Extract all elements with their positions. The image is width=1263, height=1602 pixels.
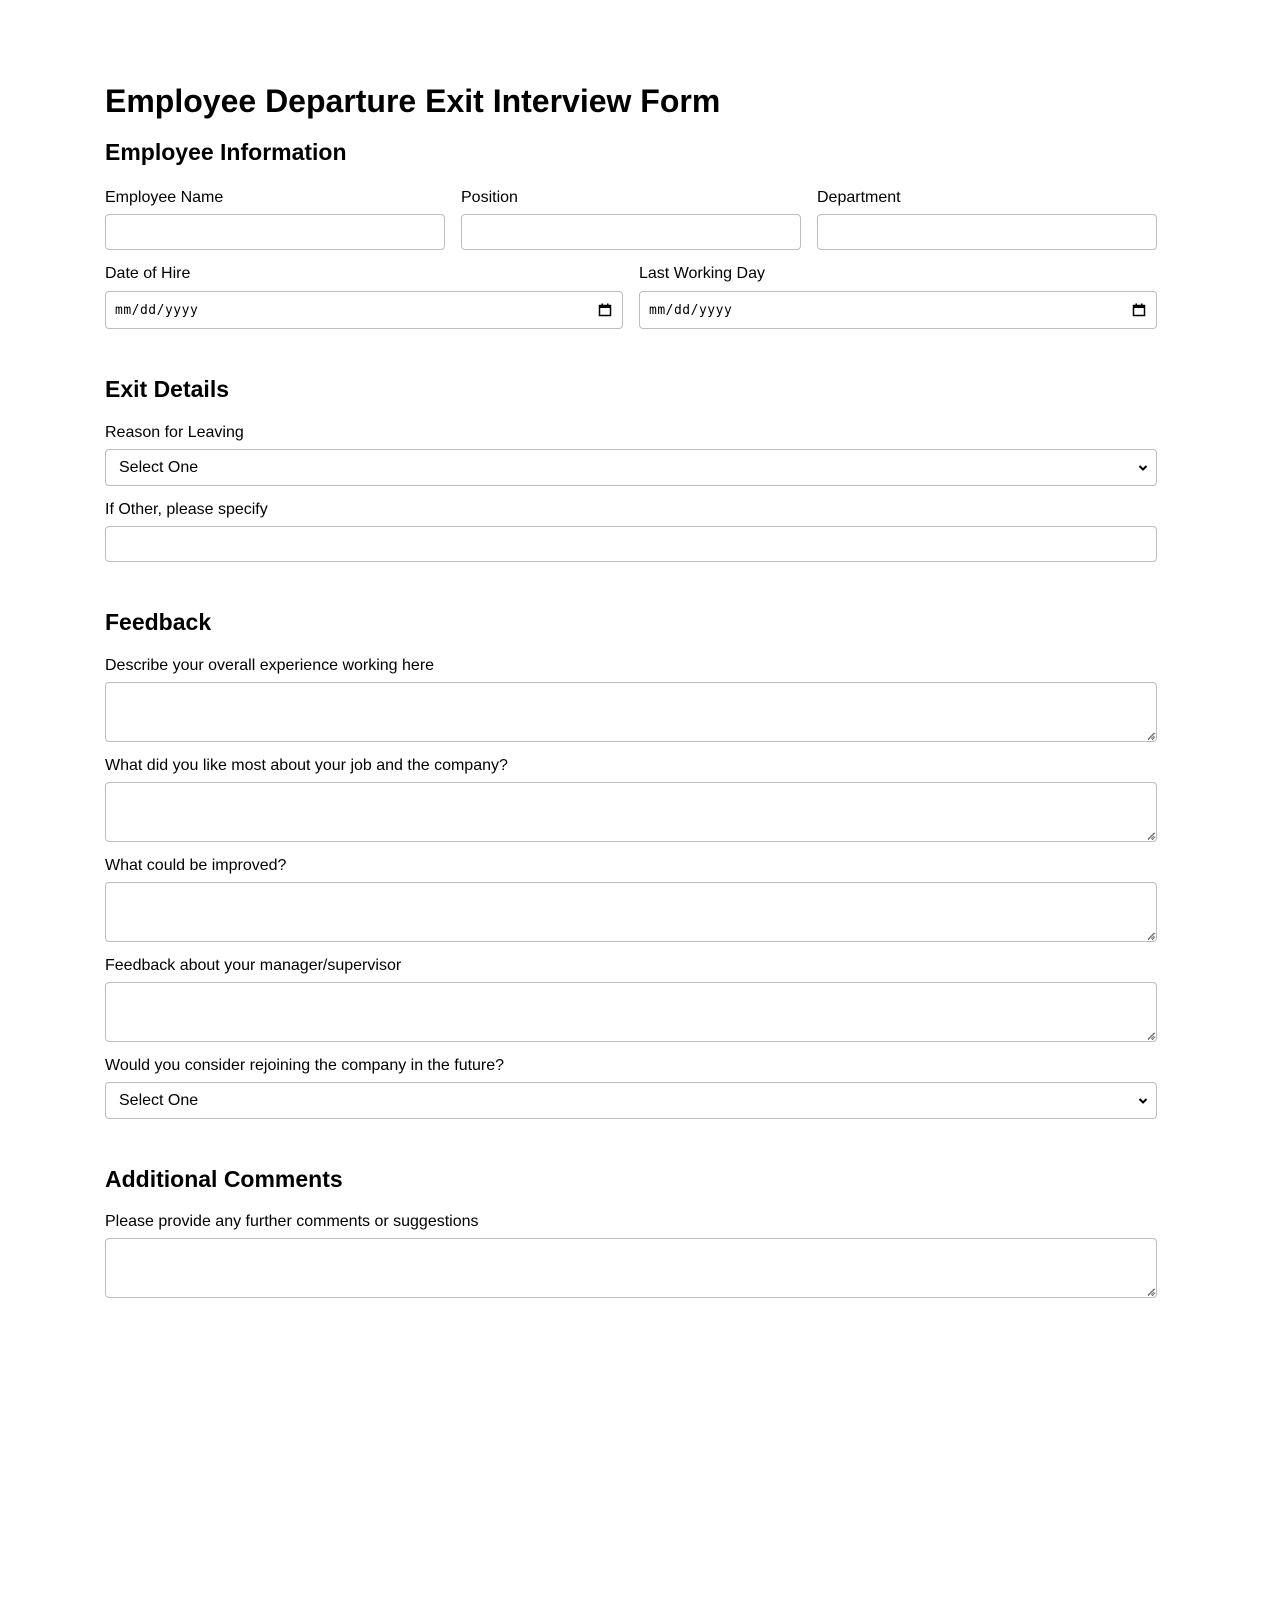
rejoin-label: Would you consider rejoining the company in the future? bbox=[105, 1057, 505, 1074]
employee-name-input[interactable] bbox=[105, 214, 445, 250]
employee-name-label: Employee Name bbox=[105, 189, 224, 206]
date-of-hire-label: Date of Hire bbox=[105, 265, 191, 282]
overall-experience-field[interactable] bbox=[105, 682, 1157, 742]
could-be-improved-label: What could be improved? bbox=[105, 857, 287, 874]
other-reason-input[interactable] bbox=[105, 526, 1157, 562]
date-of-hire-placeholder: mm/dd/yyyy bbox=[115, 302, 199, 318]
rejoin-selected: Select One bbox=[119, 1091, 199, 1109]
manager-feedback-label: Feedback about your manager/supervisor bbox=[105, 957, 402, 974]
further-comments-field[interactable] bbox=[105, 1238, 1157, 1298]
liked-most-field[interactable] bbox=[105, 782, 1157, 842]
reason-for-leaving-selected: Select One bbox=[119, 458, 199, 476]
could-be-improved-field[interactable] bbox=[105, 882, 1157, 942]
manager-feedback-textarea[interactable] bbox=[105, 982, 1157, 1042]
department-label: Department bbox=[817, 189, 901, 206]
last-working-day-label: Last Working Day bbox=[639, 265, 765, 282]
calendar-icon[interactable] bbox=[1132, 303, 1146, 317]
position-input[interactable] bbox=[461, 214, 801, 250]
section-heading-exit-details: Exit Details bbox=[105, 376, 229, 402]
rejoin-select[interactable] bbox=[105, 1082, 1157, 1119]
further-comments-textarea[interactable] bbox=[105, 1238, 1157, 1298]
calendar-icon[interactable] bbox=[598, 303, 612, 317]
could-be-improved-textarea[interactable] bbox=[105, 882, 1157, 942]
reason-for-leaving-label: Reason for Leaving bbox=[105, 424, 244, 441]
liked-most-label: What did you like most about your job and the company? bbox=[105, 757, 508, 774]
section-heading-employee-information: Employee Information bbox=[105, 139, 347, 165]
section-heading-feedback: Feedback bbox=[105, 609, 212, 635]
last-working-day-input[interactable] bbox=[639, 291, 1157, 329]
chevron-down-icon bbox=[1138, 1096, 1148, 1106]
position-label: Position bbox=[461, 189, 518, 206]
last-working-day-placeholder: mm/dd/yyyy bbox=[649, 302, 733, 318]
page-title: Employee Departure Exit Interview Form bbox=[105, 83, 721, 119]
further-comments-label: Please provide any further comments or suggestions bbox=[105, 1213, 479, 1230]
overall-experience-textarea[interactable] bbox=[105, 682, 1157, 742]
date-of-hire-input[interactable] bbox=[105, 291, 623, 329]
manager-feedback-field[interactable] bbox=[105, 982, 1157, 1042]
overall-experience-label: Describe your overall experience working here bbox=[105, 657, 435, 674]
section-heading-additional-comments: Additional Comments bbox=[105, 1166, 343, 1192]
reason-for-leaving-select[interactable] bbox=[105, 449, 1157, 486]
liked-most-textarea[interactable] bbox=[105, 782, 1157, 842]
chevron-down-icon bbox=[1138, 463, 1148, 473]
department-input[interactable] bbox=[817, 214, 1157, 250]
other-reason-label: If Other, please specify bbox=[105, 501, 268, 518]
